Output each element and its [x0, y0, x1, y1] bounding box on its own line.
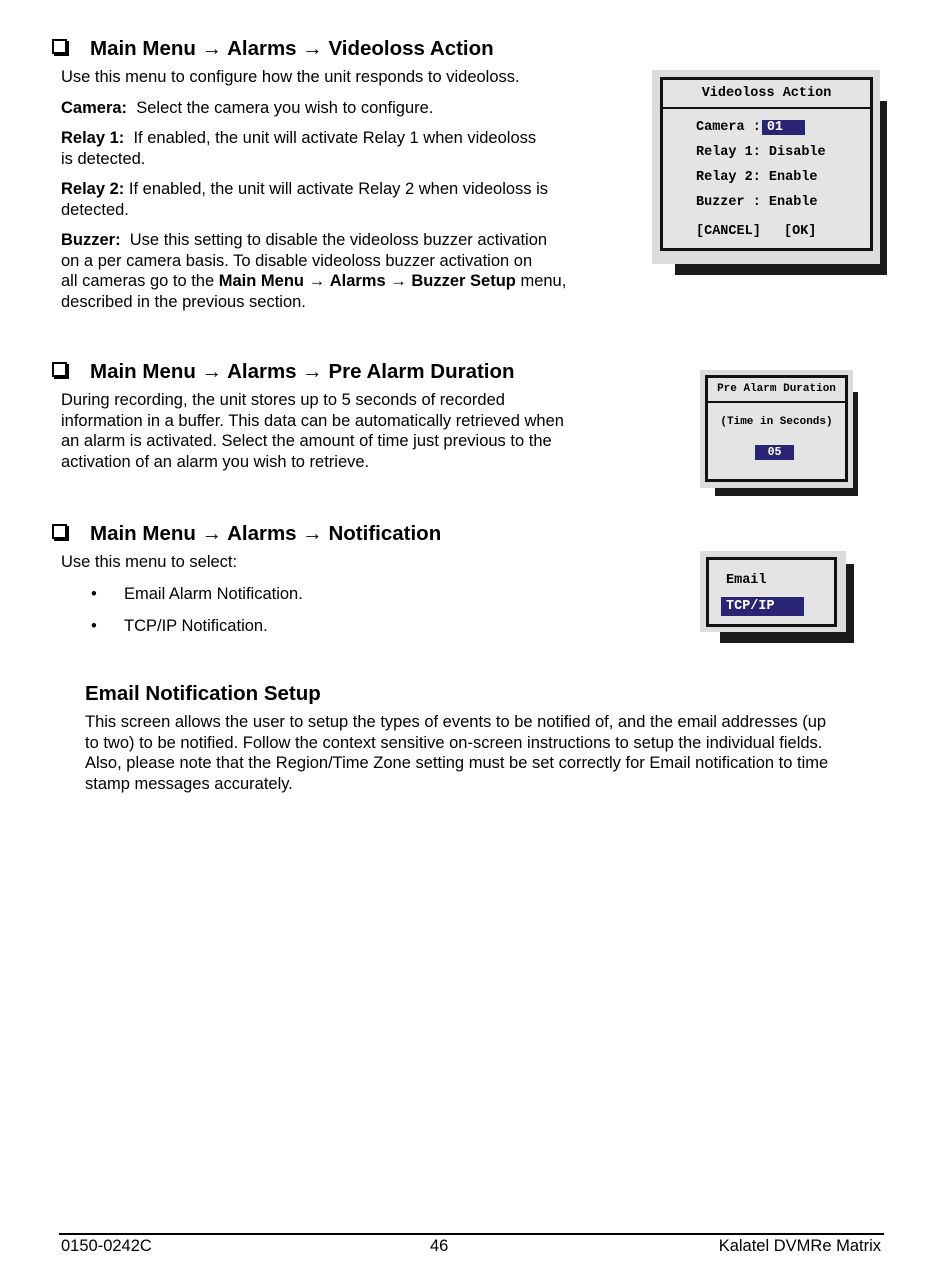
email-setup-title: Email Notification Setup	[85, 682, 321, 705]
arrow-icon: →	[201, 522, 223, 545]
prealarm-value-field[interactable]: 05	[755, 445, 794, 460]
option-tcpip[interactable]: TCP/IP	[721, 597, 804, 616]
screen-title: Pre Alarm Duration	[717, 383, 836, 395]
arrow-icon: →	[308, 272, 326, 290]
footer-page-number: 46	[430, 1237, 449, 1255]
videoloss-description	[61, 67, 631, 312]
section-heading-videoloss: Main Menu → Alarms → Videoloss Action	[50, 37, 494, 61]
section-heading-prealarm: Main Menu → Alarms → Pre Alarm Duration	[50, 360, 515, 384]
checkbox-icon	[52, 39, 67, 54]
screen-title: Videoloss Action	[701, 86, 832, 101]
screen-relay2-row[interactable]: Relay 2: Enable	[696, 170, 818, 185]
checkbox-icon	[52, 362, 67, 377]
screen-cancel-button[interactable]: [CANCEL]	[696, 224, 761, 239]
email-setup-description: This screen allows the user to setup the types of events to be notified of, and the email addresses (up to two) to be notified. Follow the context sensitive on-screen instructions to setup the individual fields. Also, please note that the Region/Time Zone setting must be set correctly for Email notification to time stamp messages accurately.	[85, 713, 829, 793]
footer-rule	[59, 1233, 884, 1235]
arrow-icon: →	[302, 37, 323, 60]
section-heading-notification: Main Menu → Alarms → Notification	[50, 522, 441, 546]
checkbox-icon	[52, 524, 67, 539]
screen-relay1-row[interactable]: Relay 1: Disable	[696, 145, 826, 160]
videoloss-intro: Use this menu to configure how the unit responds to videoloss.	[61, 68, 520, 86]
list-item: •	[91, 617, 97, 635]
camera-paragraph: Camera: Select the camera you wish to configure.	[61, 98, 434, 117]
relay2-paragraph: Relay 2: If enabled, the unit will activate Relay 2 when videoloss is detected.	[61, 180, 549, 219]
relay1-paragraph: Relay 1: If enabled, the unit will activate Relay 1 when videoloss is detected.	[61, 129, 537, 168]
footer-doc-number: 0150-0242C	[61, 1237, 152, 1255]
list-item-text: Email Alarm Notification.	[124, 585, 303, 603]
option-email[interactable]: Email	[726, 573, 767, 588]
camera-value-field[interactable]: 01	[762, 120, 805, 135]
prealarm-description: During recording, the unit stores up to 5 seconds of recorded information in a buffer. This data can be automatically retrieved when an alarm is activated. Select the amount of time just previous to the activation of an alarm you wish to retrieve.	[61, 391, 564, 471]
notification-intro: Use this menu to select:	[61, 553, 238, 571]
footer-product: Kalatel DVMRe Matrix	[718, 1237, 881, 1255]
arrow-icon: →	[201, 37, 223, 60]
buzzer-paragraph: Buzzer: Use this setting to disable the videoloss buzzer activation on a per camera basis. To disable videoloss buzzer activation on all cameras go to the Main Menu → Alarms → Buzzer Setup menu, described in the previous section.	[61, 231, 567, 311]
screen-camera-row: Camera : 01	[696, 120, 805, 135]
screen-ok-button[interactable]: [OK]	[784, 224, 817, 239]
screen-buzzer-row[interactable]: Buzzer : Enable	[696, 195, 818, 210]
arrow-icon: →	[302, 522, 323, 545]
arrow-icon: →	[201, 360, 223, 383]
arrow-icon: →	[390, 272, 407, 290]
arrow-icon: →	[302, 360, 323, 383]
list-item: •	[91, 585, 97, 603]
screen-subtitle: (Time in Seconds)	[720, 416, 833, 428]
list-item-text: TCP/IP Notification.	[124, 617, 268, 635]
